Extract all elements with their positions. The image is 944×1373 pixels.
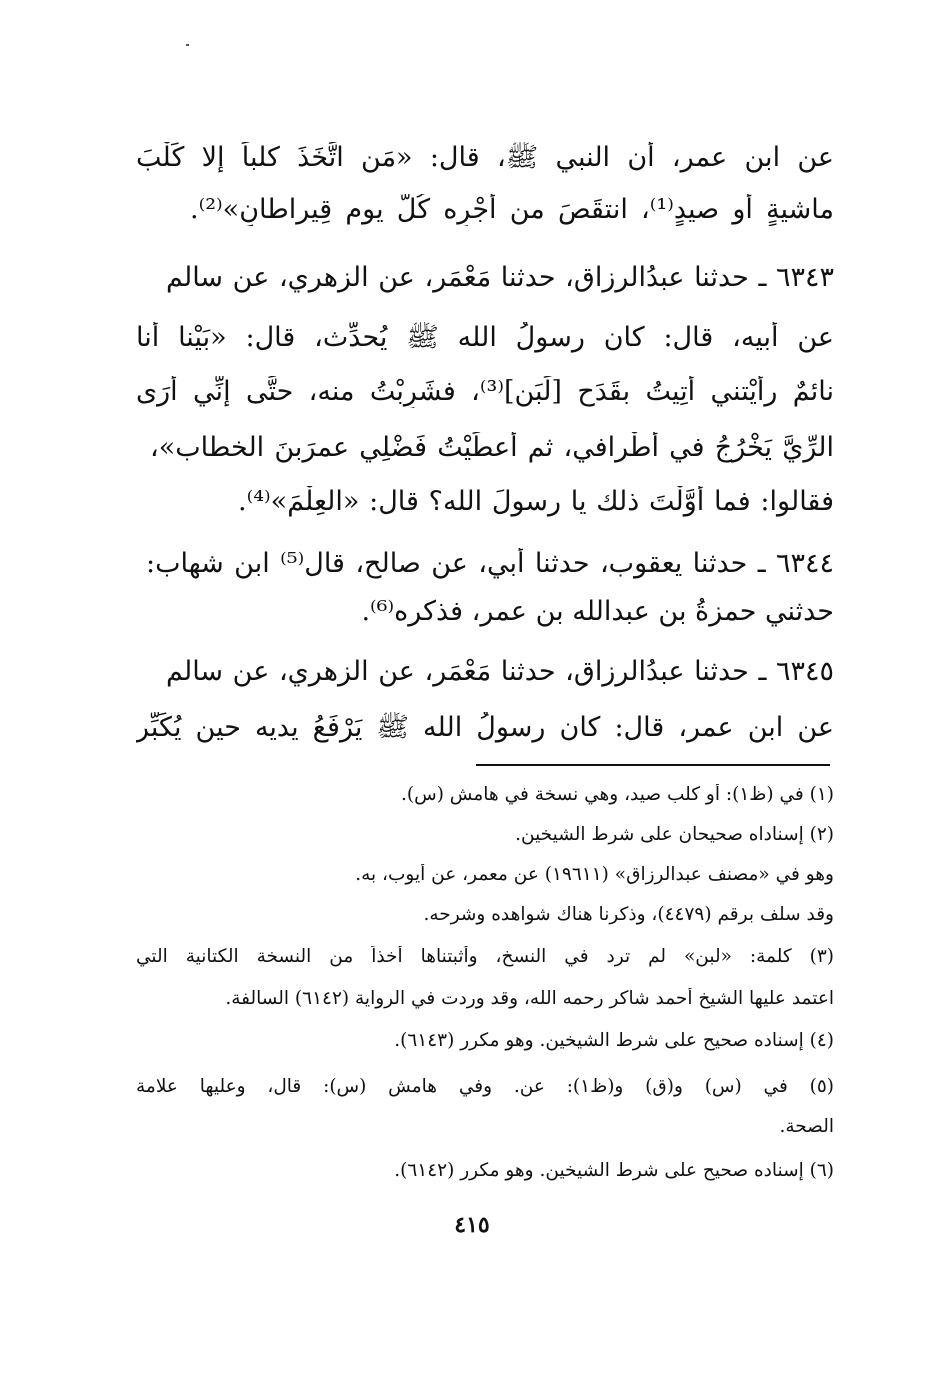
page-number: ٤١٥ bbox=[454, 1212, 490, 1238]
footnote-4: (٤) إسناده صحيح على شرط الشيخين. وهو مكرر (٦١٤٣). bbox=[394, 1030, 834, 1051]
body-line-9: حدثني حمزةُ بن عبدالله بن عمر، فذكره⁽⁶⁾. bbox=[361, 596, 834, 627]
body-line-7: فقالوا: فما أَوَّلْتَ ذلك يا رسولَ الله؟ قال: «العِلْمَ»⁽⁴⁾. bbox=[238, 486, 834, 517]
footnote-5-line-2: الصحة. bbox=[779, 1116, 834, 1137]
body-line-2: ماشيةٍ أو صيدٍ⁽¹⁾، انتقَصَ من أَجْرِه كُلَّ يومٍ قِيراطانِ»⁽²⁾. bbox=[190, 194, 834, 225]
body-line-11: عن ابن عمر، قال: كان رسولُ الله ﷺ يَرْفَعُ يديه حين يُكَبِّر bbox=[136, 712, 834, 743]
footnote-2-line-2: وهو في «مصنف عبدالرزاق» (١٩٦١١) عن معمر، عن أيوب، به. bbox=[355, 864, 834, 885]
page-speck bbox=[186, 44, 189, 46]
footnote-2-line-3: وقد سلف برقم (٤٤٧٩)، وذكرنا هناك شواهده وشرحه. bbox=[423, 904, 834, 925]
body-line-1: عن ابن عمر، أن النبي ﷺ، قال: «مَنِ اتَّخَذَ كلباً إلا كَلْبَ bbox=[136, 142, 834, 173]
footnote-1: (١) في (ظ١): أو كلب صيد، وهي نسخة في هامش (س). bbox=[401, 784, 834, 805]
hadith-6343-heading: ٦٣٤٣ ـ حدثنا عبدُالرزاق، حدثنا مَعْمَر، عن الزهري، عن سالم bbox=[166, 262, 834, 293]
footnote-3: (٣) كلمة: «لبن» لم ترد في النسخ، وأثبتناها أخذاً من النسخة الكتانية التي bbox=[136, 946, 834, 967]
footnote-6: (٦) إسناده صحيح على شرط الشيخين. وهو مكرر (٦١٤٢). bbox=[394, 1160, 834, 1181]
footnote-5: (٥) في (س) و(ق) و(ظ١): عن. وفي هامش (س): قال، وعليها علامة bbox=[136, 1076, 834, 1097]
hadith-6344-heading: ٦٣٤٤ ـ حدثنا يعقوب، حدثنا أبي، عن صالح، قال⁽⁵⁾ ابن شهاب: bbox=[146, 548, 834, 579]
hadith-6345-heading: ٦٣٤٥ ـ حدثنا عبدُالرزاق، حدثنا مَعْمَر، عن الزهري، عن سالم bbox=[166, 656, 834, 687]
body-line-5: نائمٌ رأَيْتني أُتِيتُ بقَدَحِ [لَبَنٍ]⁽³⁾، فشَرِبْتُ منه، حتَّى إنِّي أُرَى bbox=[136, 376, 834, 407]
body-line-6: الرِّيَّ يَخْرُجُ في أَطْرافي، ثم أَعطَيْتُ فَضْلِي عمرَبنَ الخطاب»، bbox=[150, 432, 834, 463]
footnote-2: (٢) إسناداه صحيحان على شرط الشيخين. bbox=[515, 824, 834, 845]
footnote-separator bbox=[476, 764, 830, 766]
body-line-4: عن أبيه، قال: كان رسولُ الله ﷺ يُحدِّث، قال: «بَيْنا أنا bbox=[136, 322, 834, 353]
footnote-3-line-2: اعتمد عليها الشيخ أحمد شاكر رحمه الله، وقد وردت في الرواية (٦١٤٢) السالفة. bbox=[225, 988, 834, 1009]
